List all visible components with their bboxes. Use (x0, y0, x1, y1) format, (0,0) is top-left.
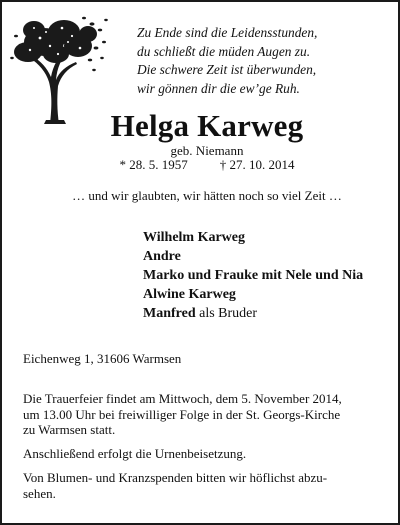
urn-burial-note: Anschließend erfolgt die Urnenbeisetzung. (23, 446, 247, 461)
birth-date: * 28. 5. 1957 (119, 157, 188, 172)
mourner-name: Manfred (143, 306, 196, 321)
mourner-name: Alwine Karweg (143, 287, 236, 302)
deceased-name: Helga Karweg (110, 108, 304, 143)
ceremony-line: zu Warmsen statt. (23, 422, 116, 437)
poem-line: du schließt die müden Augen zu. (137, 43, 311, 59)
mourner (143, 304, 363, 323)
death-date: † 27. 10. 2014 (219, 157, 295, 172)
memorial-quote: … und wir glaubten, wir hätten noch so viel Zeit … (72, 188, 342, 203)
birth-name: geb. Niemann (170, 143, 244, 158)
address: Eichenweg 1, 31606 Warmsen (23, 351, 182, 366)
poem-line: wir gönnen dir die ew’ge Ruh. (137, 80, 300, 96)
mourner (143, 228, 363, 247)
mourners-list (143, 228, 363, 323)
mourner (143, 247, 363, 266)
mourner (143, 285, 363, 304)
poem-line: Die schwere Zeit ist überwunden, (137, 62, 317, 77)
mourner-name: Andre (143, 249, 181, 264)
poem (137, 24, 397, 98)
flowers-line: Von Blumen- und Kranzspenden bitten wir höflichst abzu- (23, 470, 328, 485)
ceremony-line: um 13.00 Uhr bei freiwilliger Folge in der St. Georgs-Kirche (23, 406, 341, 422)
flowers-line: sehen. (23, 485, 56, 501)
mourner-name: Marko und Frauke mit Nele und Nia (143, 268, 364, 283)
ceremony-info (23, 391, 383, 438)
mourner-name: Wilhelm Karweg (143, 230, 246, 245)
mourner (143, 266, 363, 285)
ceremony-line: Die Trauerfeier findet am Mittwoch, dem 5. November 2014, (23, 391, 342, 406)
flowers-note (23, 470, 383, 501)
mourner-relation: als Bruder (199, 306, 258, 321)
poem-line: Zu Ende sind die Leidensstunden, (137, 25, 318, 40)
life-dates (2, 157, 398, 173)
